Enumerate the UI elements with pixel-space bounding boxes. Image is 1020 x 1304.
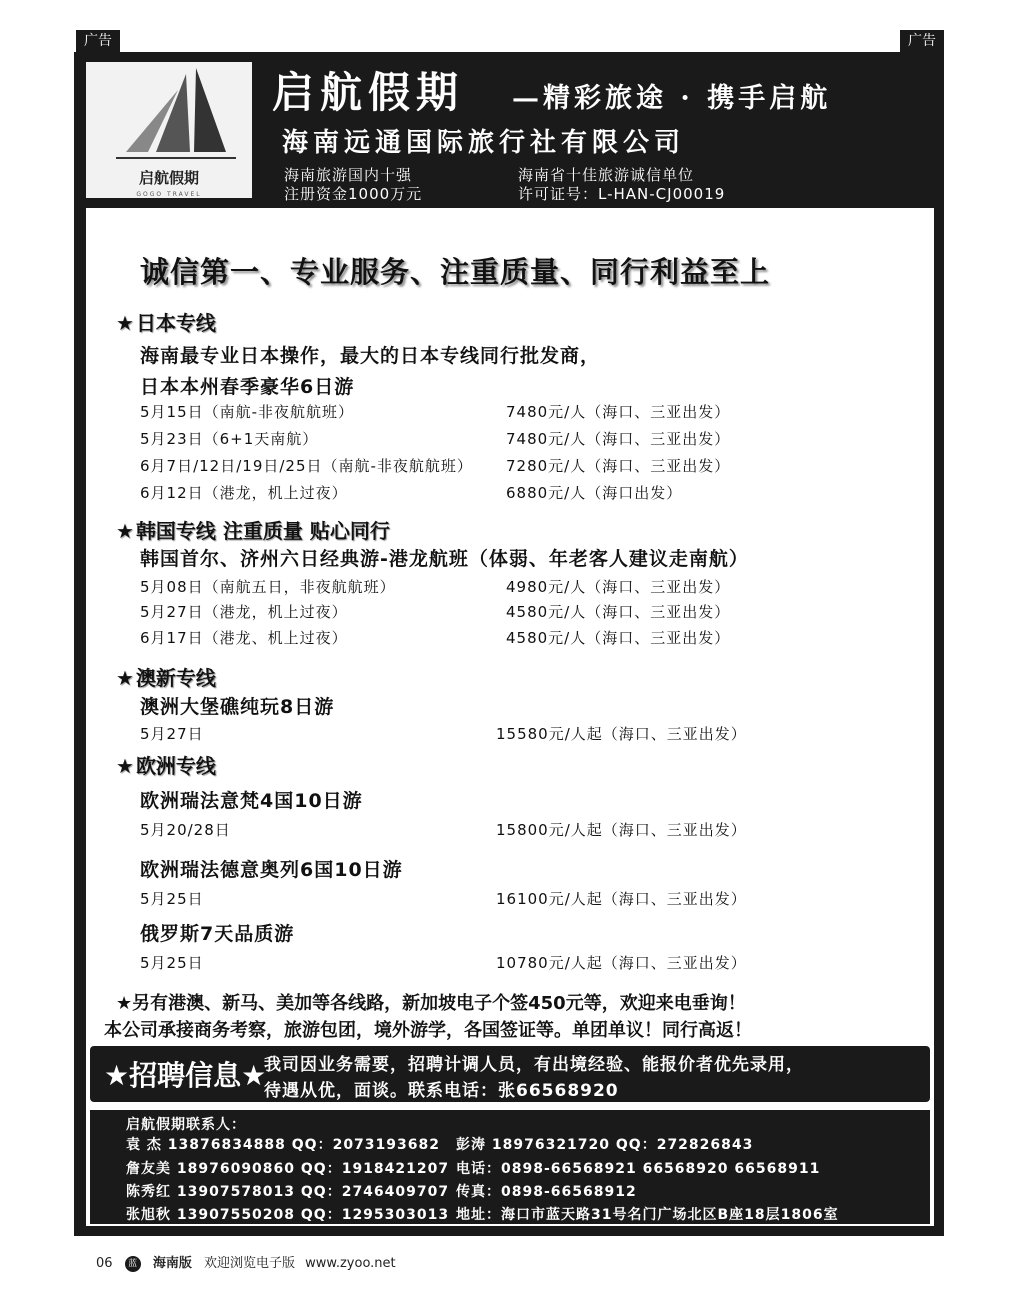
footer-welcome: 欢迎浏览电子版 (203, 1256, 295, 1271)
contact-person: 张旭秋 13907550208 QQ：1295303013 (126, 1207, 450, 1223)
footer-url[interactable]: www.zyoo.net (305, 1256, 396, 1271)
russia-tour-name: 俄罗斯7天品质游 (140, 923, 295, 945)
services-note: 本公司承接商务考察，旅游包团，境外游学，各国签证等。单团单议！同行高返！ (104, 1020, 752, 1041)
europe-row-price: 16100元/人起（海口、三亚出发） (496, 890, 747, 908)
section-label: 澳新专线 (135, 666, 216, 690)
logo-caption: 启航假期 (138, 169, 199, 187)
star-icon: ★ (116, 666, 134, 690)
contact-person: 彭涛 18976321720 QQ：272826843 (456, 1137, 754, 1153)
korea-row-date: 6月17日（港龙、机上过夜） (140, 629, 348, 647)
section-label: 欧洲专线 (135, 754, 216, 778)
japan-row-price: 7480元/人（海口、三亚出发） (506, 403, 731, 421)
other-routes-note: ★另有港澳、新马、美加等各线路，新加坡电子个签450元等，欢迎来电垂询！ (116, 993, 746, 1014)
korea-row-price: 4580元/人（海口、三亚出发） (506, 603, 731, 621)
japan-row-date: 5月15日（南航-非夜航航班） (140, 403, 355, 421)
section-label: 日本专线 (135, 311, 216, 335)
aus-row-date: 5月27日 (140, 725, 204, 743)
europe-tour-name: 欧洲瑞法意梵4国10日游 (140, 790, 363, 812)
star-icon: ★ (116, 311, 134, 335)
header-info-license: 许可证号：L-HAN-CJ00019 (518, 185, 726, 203)
korea-row-date: 5月27日（港龙，机上过夜） (140, 603, 348, 621)
motto-headline: 诚信第一、专业服务、注重质量、同行利益至上 (140, 255, 771, 289)
ad-tag-right: 广告 (900, 30, 944, 52)
korea-row-price: 4980元/人（海口、三亚出发） (506, 578, 731, 596)
recruit-title: ★招聘信息★ (104, 1059, 267, 1092)
page-number: 06 (96, 1256, 113, 1271)
contact-address: 地址：海口市蓝天路31号名门广场北区B座18层1806室 (456, 1207, 839, 1223)
logo-subcaption: GOGO TRAVEL (136, 191, 202, 198)
star-icon: ★ (116, 754, 134, 778)
sail-logo-icon (86, 62, 252, 172)
japan-row-price: 6880元/人（海口出发） (506, 484, 683, 502)
russia-row-price: 10780元/人起（海口、三亚出发） (496, 954, 747, 972)
ad-tag-left: 广告 (76, 30, 120, 52)
recruit-banner (90, 1046, 930, 1102)
edition-badge-icon: 蓝 (125, 1256, 141, 1272)
section-title-europe (116, 750, 216, 779)
japan-tour-name: 日本本州春季豪华6日游 (140, 376, 355, 398)
contact-person: 詹友美 18976090860 QQ：1918421207 (126, 1161, 450, 1177)
section-title-australia (116, 662, 216, 691)
header-info-rank: 海南旅游国内十强 (284, 166, 413, 184)
star-icon: ★ (116, 519, 134, 543)
contact-person: 陈秀红 13907578013 QQ：2746409707 (126, 1184, 450, 1200)
header-info-honor: 海南省十佳旅游诚信单位 (518, 166, 695, 184)
korea-row-date: 5月08日（南航五日，非夜航航班） (140, 578, 396, 596)
contact-fax: 传真：0898-66568912 (456, 1184, 637, 1200)
header-info-capital: 注册资金1000万元 (284, 185, 423, 203)
japan-row-price: 7280元/人（海口、三亚出发） (506, 457, 731, 475)
contact-person: 袁 杰 13876834888 QQ：2073193682 (126, 1137, 440, 1153)
company-logo (86, 62, 252, 198)
section-title-japan (116, 307, 216, 336)
europe-row-date: 5月20/28日 (140, 821, 231, 839)
japan-row-date: 6月12日（港龙，机上过夜） (140, 484, 348, 502)
japan-row-date: 5月23日（6+1天南航） (140, 430, 319, 448)
aus-row-price: 15580元/人起（海口、三亚出发） (496, 725, 747, 743)
europe-row-date: 5月25日 (140, 890, 204, 908)
company-name: 海南远通国际旅行社有限公司 (282, 128, 686, 158)
page-footer (96, 1252, 396, 1272)
russia-row-date: 5月25日 (140, 954, 204, 972)
aus-tour-name: 澳洲大堡礁纯玩8日游 (140, 696, 335, 718)
europe-row-price: 15800元/人起（海口、三亚出发） (496, 821, 747, 839)
japan-row-date: 6月7日/12日/19日/25日（南航-非夜航航班） (140, 457, 473, 475)
japan-description: 海南最专业日本操作，最大的日本专线同行批发商， (140, 345, 601, 367)
korea-row-price: 4580元/人（海口、三亚出发） (506, 629, 731, 647)
recruit-text-line: 我司因业务需要，招聘计调人员，有出境经验、能报价者优先录用， (264, 1055, 804, 1075)
europe-tour-name: 欧洲瑞法德意奥列6国10日游 (140, 859, 403, 881)
contact-phone: 电话：0898-66568921 66568920 66568911 (456, 1161, 821, 1177)
japan-row-price: 7480元/人（海口、三亚出发） (506, 430, 731, 448)
recruit-text-line: 待遇从优，面谈。联系电话：张66568920 (264, 1081, 619, 1101)
section-label: 韩国专线 注重质量 贴心同行 (135, 519, 390, 543)
section-title-korea (116, 515, 390, 544)
contacts-heading: 启航假期联系人： (126, 1117, 246, 1133)
edition-name: 海南版 (152, 1256, 192, 1271)
brand-name: 启航假期 (272, 68, 465, 117)
contacts-panel (90, 1110, 930, 1224)
korea-tour-name: 韩国首尔、济州六日经典游-港龙航班（体弱、年老客人建议走南航） (140, 548, 749, 570)
brand-slogan: —精彩旅途 · 携手启航 (512, 83, 832, 114)
